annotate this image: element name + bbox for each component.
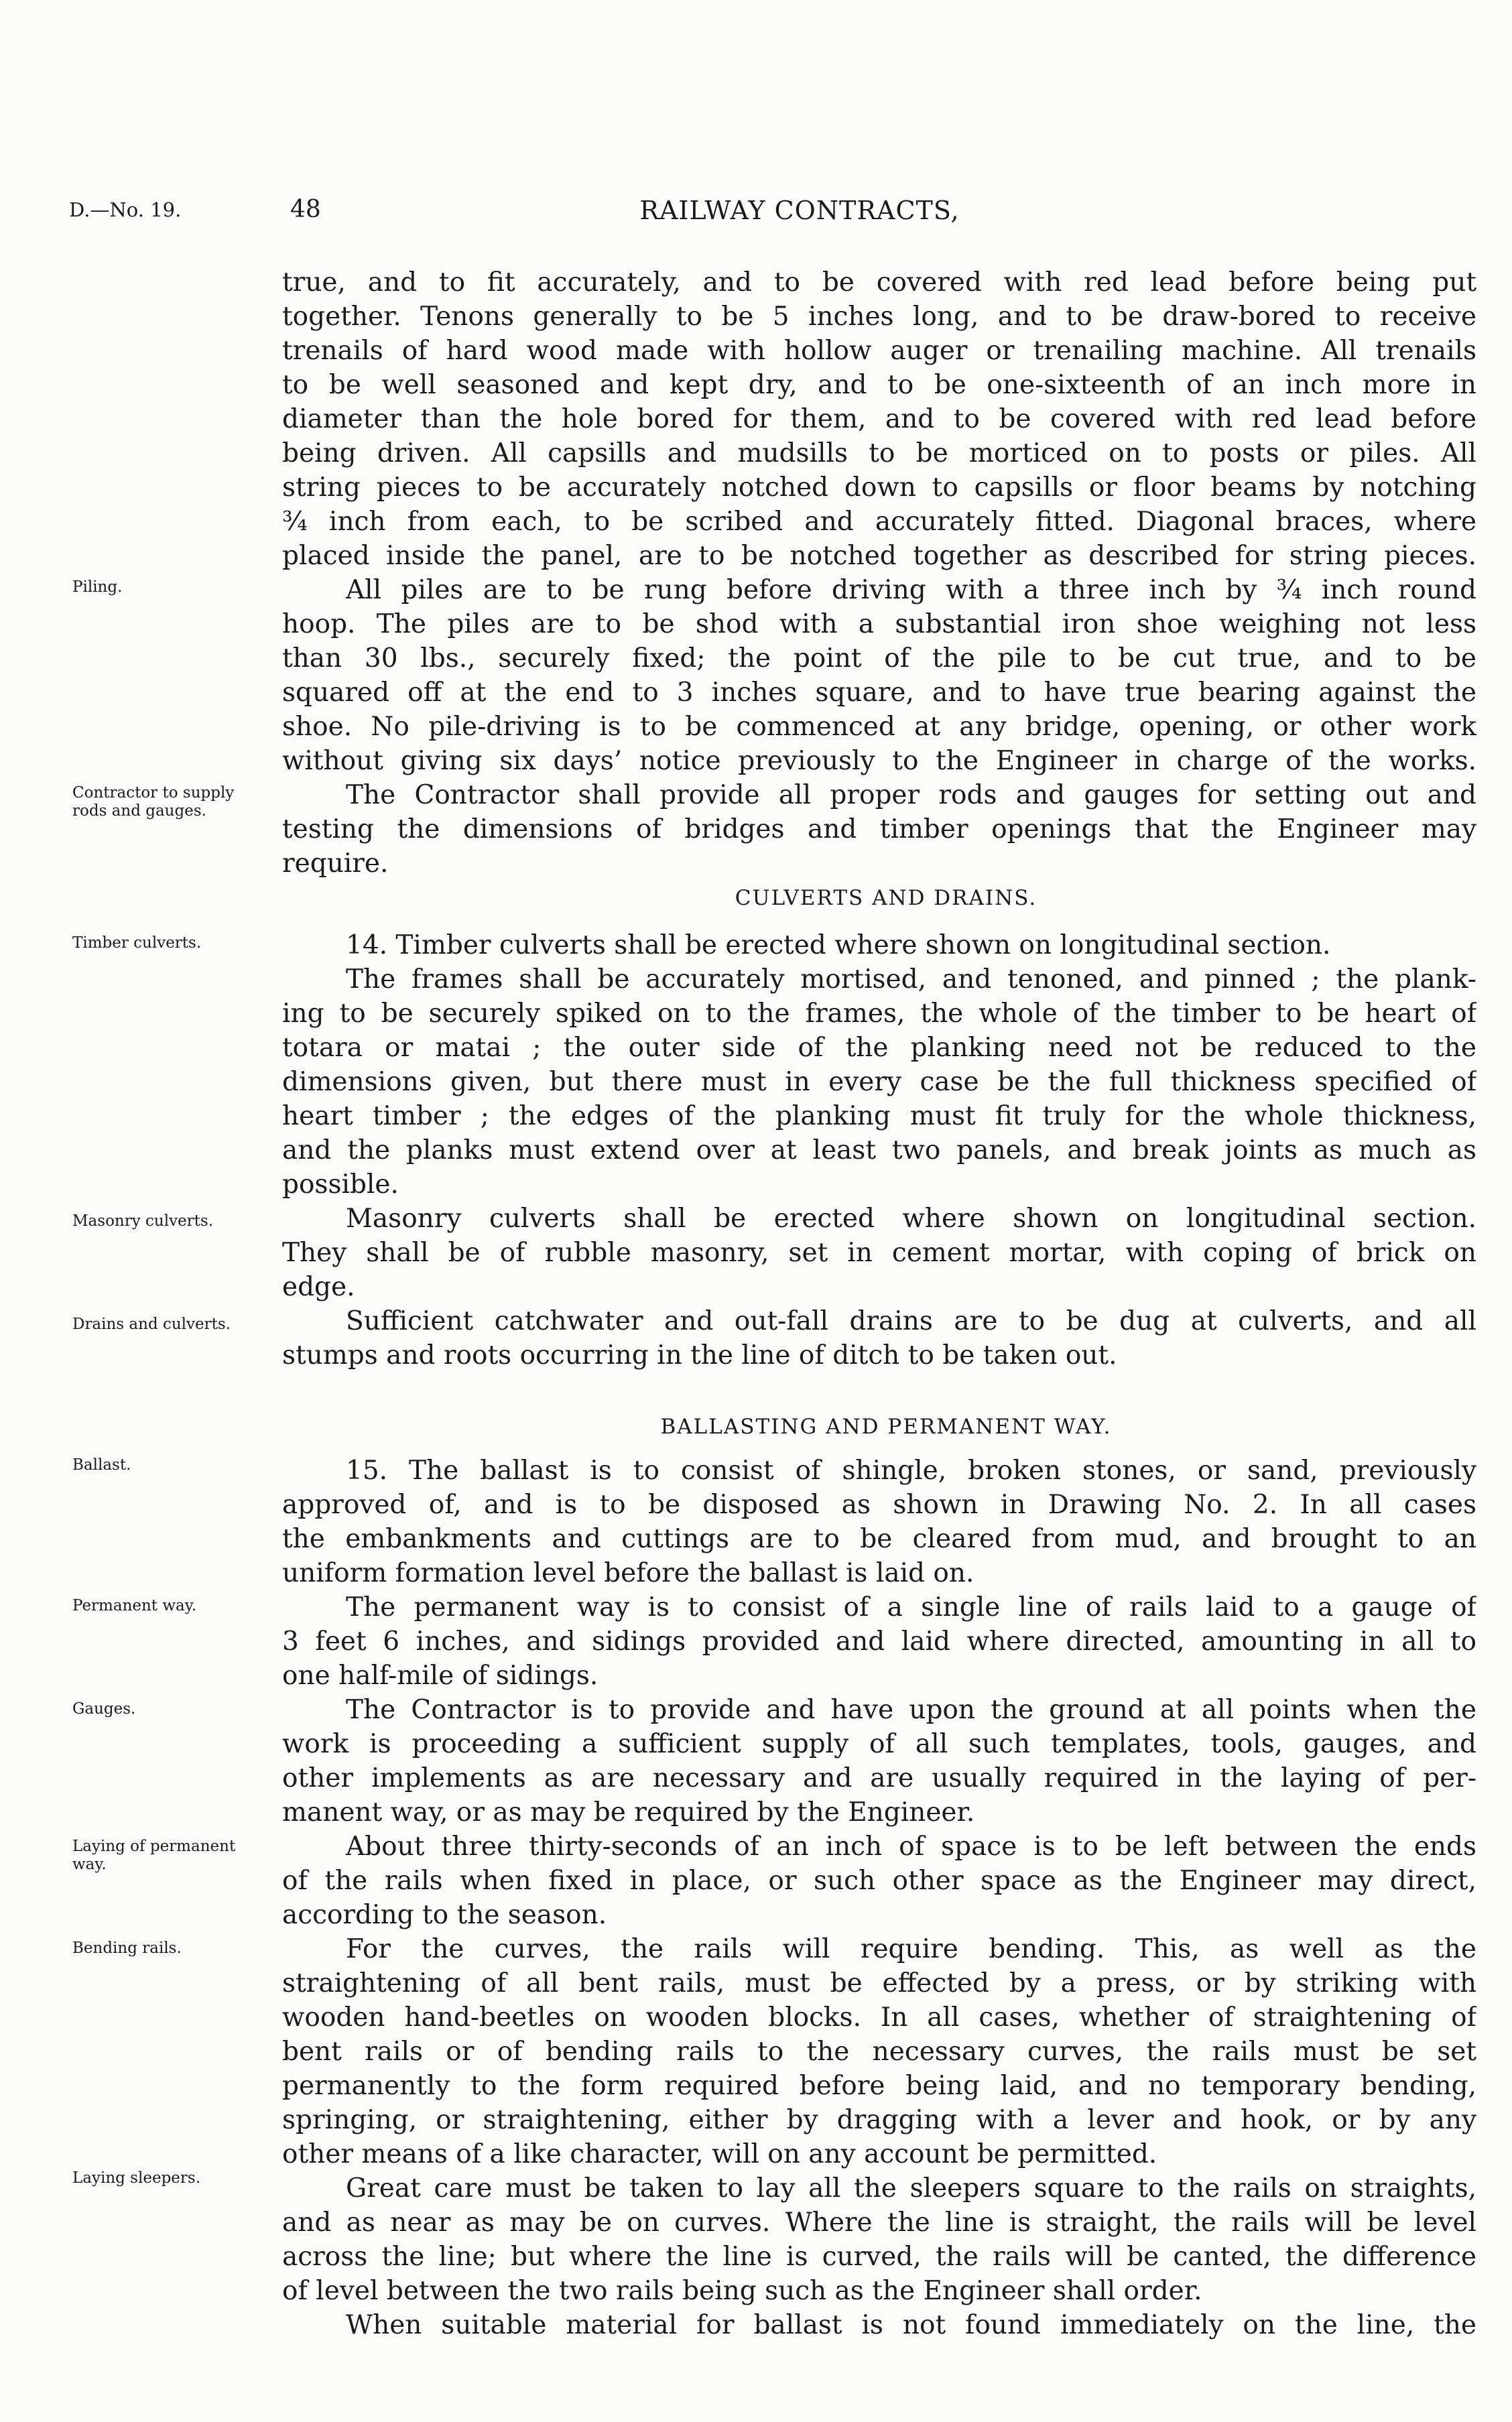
- text-line: squared off at the end to 3 inches square, and to have true bearing against the: [282, 678, 1476, 708]
- margin-note: Laying of permanent: [72, 1838, 236, 1855]
- margin-note: Ballast.: [72, 1456, 131, 1474]
- text-line: The permanent way is to consist of a single line of rails laid to a gauge of: [346, 1592, 1476, 1622]
- margin-note: Timber culverts.: [72, 934, 202, 952]
- text-line: heart timber ; the edges of the planking must fit truly for the whole thickness,: [282, 1101, 1476, 1131]
- margin-note: Bending rails.: [72, 1939, 182, 1957]
- text-line: totara or matai ; the outer side of the planking need not be reduced to the: [282, 1033, 1476, 1063]
- text-line: stumps and roots occurring in the line of ditch to be taken out.: [282, 1340, 1117, 1371]
- text-line: edge.: [282, 1272, 355, 1302]
- text-line: diameter than the hole bored for them, and to be covered with red lead before: [282, 404, 1476, 434]
- text-line: one half-mile of sidings.: [282, 1661, 598, 1691]
- text-line: the embankments and cuttings are to be cleared from mud, and brought to an: [282, 1524, 1476, 1554]
- text-line: dimensions given, but there must in every case be the full thickness specified of: [282, 1067, 1476, 1097]
- margin-note: Permanent way.: [72, 1597, 197, 1614]
- margin-note: Gauges.: [72, 1700, 136, 1718]
- text-line: hoop. The piles are to be shod with a substantial iron shoe weighing not less: [282, 609, 1476, 639]
- text-line: across the line; but where the line is curved, the rails will be canted, the difference: [282, 2242, 1476, 2272]
- margin-note: rods and gauges.: [72, 802, 206, 820]
- text-line: placed inside the panel, are to be notched together as described for string pieces.: [282, 541, 1476, 571]
- text-line: and as near as may be on curves. Where the line is straight, the rails will be level: [282, 2208, 1476, 2238]
- text-line: 3 feet 6 inches, and sidings provided and laid where directed, amounting in all to: [282, 1627, 1476, 1657]
- text-line: They shall be of rubble masonry, set in cement mortar, with coping of brick on: [282, 1238, 1476, 1268]
- text-line: bent rails or of bending rails to the necessary curves, the rails must be set: [282, 2037, 1476, 2067]
- text-line: approved of, and is to be disposed as shown in Drawing No. 2. In all cases: [282, 1490, 1476, 1520]
- text-line: ¾ inch from each, to be scribed and accurately fitted. Diagonal braces, where: [282, 507, 1476, 537]
- text-line: 14. Timber culverts shall be erected where shown on longitudinal section.: [346, 930, 1331, 960]
- section-heading: CULVERTS AND DRAINS.: [735, 886, 1037, 910]
- text-line: without giving six days’ notice previously to the Engineer in charge of the works.: [282, 746, 1476, 776]
- text-line: work is proceeding a sufficient supply of all such templates, tools, gauges, and: [282, 1729, 1476, 1759]
- text-line: and the planks must extend over at least two panels, and break joints as much as: [282, 1135, 1476, 1165]
- text-line: possible.: [282, 1169, 399, 1200]
- text-line: About three thirty-seconds of an inch of space is to be left between the ends: [346, 1832, 1476, 1862]
- text-line: testing the dimensions of bridges and timber openings that the Engineer may: [282, 814, 1476, 844]
- text-line: of level between the two rails being such as the Engineer shall order.: [282, 2276, 1202, 2306]
- page-header: [0, 198, 1512, 232]
- text-line: 15. The ballast is to consist of shingle, broken stones, or sand, previously: [346, 1456, 1476, 1486]
- text-line: Sufficient catchwater and out-fall drains are to be dug at culverts, and all: [346, 1306, 1476, 1336]
- text-line: according to the season.: [282, 1900, 607, 1930]
- text-line: together. Tenons generally to be 5 inches long, and to be draw-bored to receive: [282, 302, 1476, 332]
- text-line: wooden hand-beetles on wooden blocks. In all cases, whether of straightening of: [282, 2002, 1476, 2033]
- text-line: The Contractor is to provide and have upon the ground at all points when the: [346, 1695, 1476, 1725]
- text-line: manent way, or as may be required by the Engineer.: [282, 1797, 975, 1828]
- text-line: uniform formation level before the ballast is laid on.: [282, 1558, 974, 1588]
- text-line: For the curves, the rails will require bending. This, as well as the: [346, 1934, 1476, 1964]
- document-reference: D.—No. 19.: [69, 198, 182, 221]
- text-line: permanently to the form required before being laid, and no temporary bending,: [282, 2071, 1476, 2101]
- text-line: of the rails when fixed in place, or such other space as the Engineer may direct,: [282, 1866, 1476, 1896]
- text-line: string pieces to be accurately notched down to capsills or floor beams by notching: [282, 472, 1476, 503]
- margin-note: Laying sleepers.: [72, 2169, 201, 2187]
- text-line: shoe. No pile-driving is to be commenced at any bridge, opening, or other work: [282, 712, 1476, 742]
- text-line: other means of a like character, will on any account be permitted.: [282, 2139, 1157, 2169]
- text-line: being driven. All capsills and mudsills to be morticed on to posts or piles. All: [282, 438, 1476, 468]
- page-number: 48: [290, 196, 321, 223]
- margin-note: Drains and culverts.: [72, 1316, 231, 1333]
- text-line: springing, or straightening, either by dragging with a lever and hook, or by any: [282, 2105, 1476, 2135]
- margin-note: Contractor to supply: [72, 784, 235, 802]
- text-line: The frames shall be accurately mortised, and tenoned, and pinned ; the plank-: [346, 964, 1476, 995]
- text-line: trenails of hard wood made with hollow auger or trenailing machine. All trenails: [282, 336, 1476, 366]
- margin-note: Masonry culverts.: [72, 1212, 214, 1230]
- text-line: Great care must be taken to lay all the sleepers square to the rails on straights,: [346, 2173, 1476, 2204]
- margin-note: way.: [72, 1856, 107, 1873]
- text-line: All piles are to be rung before driving with a three inch by ¾ inch round: [346, 575, 1476, 605]
- text-line: The Contractor shall provide all proper rods and gauges for setting out and: [346, 780, 1476, 810]
- text-line: other implements as are necessary and are usually required in the laying of per-: [282, 1763, 1476, 1793]
- margin-note: Piling.: [72, 578, 123, 596]
- section-heading: BALLASTING AND PERMANENT WAY.: [660, 1415, 1112, 1439]
- text-line: true, and to fit accurately, and to be covered with red lead before being put: [282, 267, 1476, 298]
- running-title: RAILWAY CONTRACTS,: [639, 196, 960, 225]
- text-line: to be well seasoned and kept dry, and to be one-sixteenth of an inch more in: [282, 370, 1476, 400]
- text-line: Masonry culverts shall be erected where shown on longitudinal section.: [346, 1204, 1476, 1234]
- text-line: straightening of all bent rails, must be effected by a press, or by striking with: [282, 1968, 1476, 1998]
- text-line: require.: [282, 848, 389, 879]
- text-line: than 30 lbs., securely fixed; the point of the pile to be cut true, and to be: [282, 643, 1476, 674]
- text-line: ing to be securely spiked on to the frames, the whole of the timber to be heart of: [282, 999, 1476, 1029]
- text-line: When suitable material for ballast is not found immediately on the line, the: [346, 2310, 1476, 2340]
